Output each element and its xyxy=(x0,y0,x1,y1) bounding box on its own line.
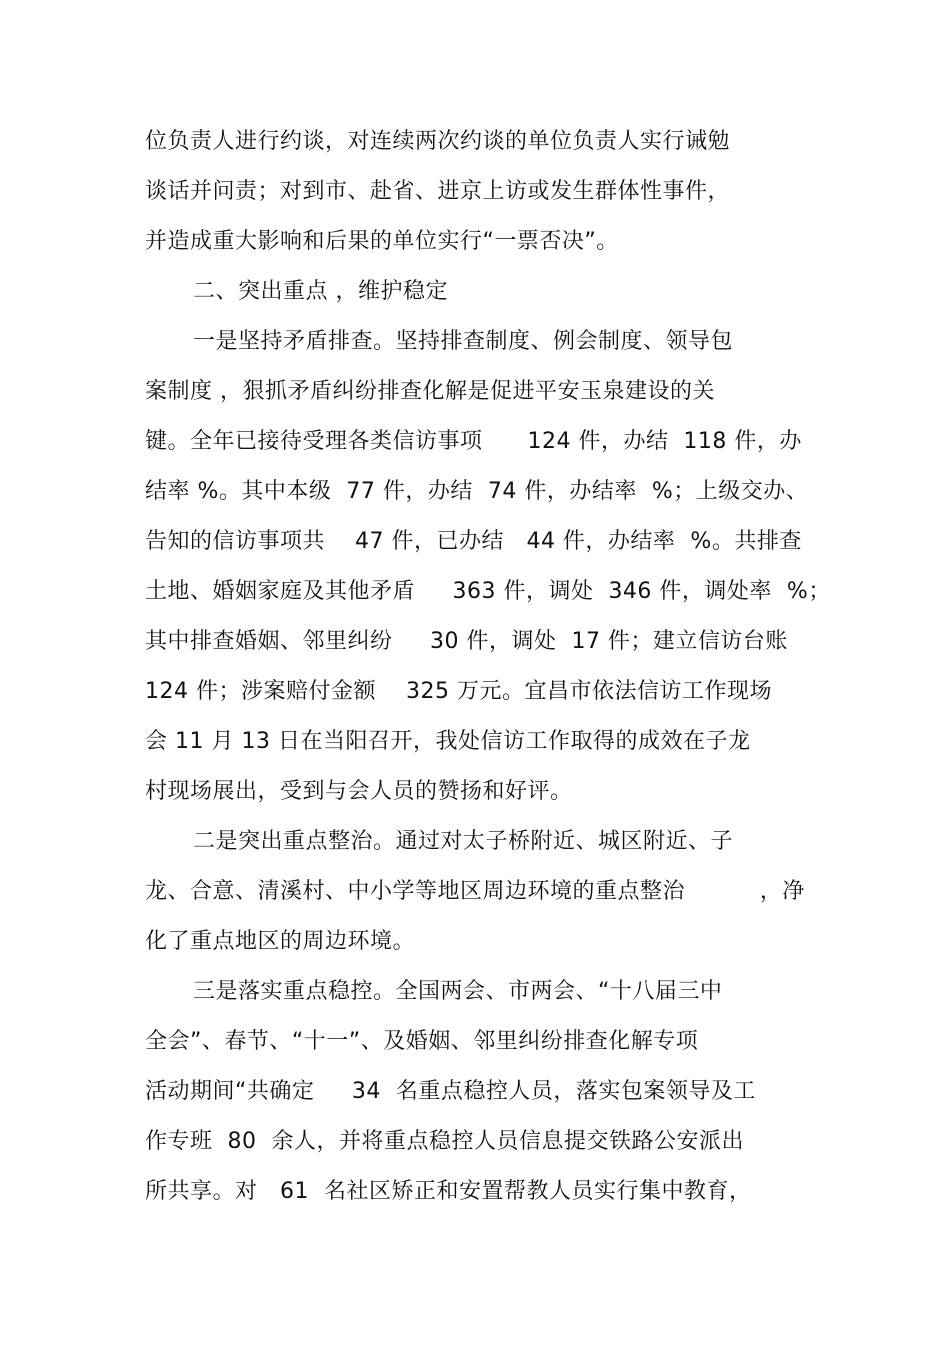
text-line: 所共享。对 61 名社区矫正和安置帮教人员实行集中教育， xyxy=(145,1179,752,1204)
text-line: 124 件；涉案赔付金额 325 万元。宜昌市依法信访工作现场 xyxy=(145,679,772,704)
text-line: 土地、婚姻家庭及其他矛盾 363 件，调处 346 件，调处率 %； xyxy=(145,579,831,604)
section-heading: 二、突出重点 ，维护稳定 xyxy=(193,279,448,304)
text-line: 并造成重大影响和后果的单位实行“一票否决”。 xyxy=(145,229,619,254)
text-line: 键。全年已接待受理各类信访事项 124 件，办结 118 件，办 xyxy=(145,429,802,454)
text-line: 作专班 80 余人，并将重点稳控人员信息提交铁路公安派出 xyxy=(145,1129,744,1154)
text-line: 位负责人进行约谈，对连续两次约谈的单位负责人实行诫勉 xyxy=(145,129,731,154)
text-line: 其中排查婚姻、邻里纠纷 30 件，调处 17 件；建立信访台账 xyxy=(145,629,788,654)
text-line: 龙、合意、清溪村、中小学等地区周边环境的重点整治 ，净 xyxy=(145,879,805,904)
text-line: 结率 %。其中本级 77 件，办结 74 件，办结率 %；上级交办、 xyxy=(145,479,809,504)
text-line: 活动期间“共确定 34 名重点稳控人员，落实包案领导及工 xyxy=(145,1079,756,1104)
text-line: 告知的信访事项共 47 件，已办结 44 件，办结率 %。共排查 xyxy=(145,529,802,554)
text-line: 谈话并问责；对到市、赴省、进京上访或发生群体性事件， xyxy=(145,179,731,204)
text-line: 三是落实重点稳控。全国两会、市两会、“十八届三中 xyxy=(193,979,723,1004)
text-line: 会 11 月 13 日在当阳召开，我处信访工作取得的成效在子龙 xyxy=(145,729,751,754)
text-line: 案制度 ，狠抓矛盾纠纷排查化解是促进平安玉泉建设的关 xyxy=(145,379,715,404)
text-line: 村现场展出，受到与会人员的赞扬和好评。 xyxy=(145,779,573,804)
text-line: 化了重点地区的周边环境。 xyxy=(145,929,416,954)
text-line: 全会”、春节、“十一”、及婚姻、邻里纠纷排查化解专项 xyxy=(145,1029,699,1054)
text-line: 一是坚持矛盾排查。坚持排查制度、例会制度、领导包 xyxy=(193,329,734,354)
text-line: 二是突出重点整治。通过对太子桥附近、城区附近、子 xyxy=(193,829,734,854)
